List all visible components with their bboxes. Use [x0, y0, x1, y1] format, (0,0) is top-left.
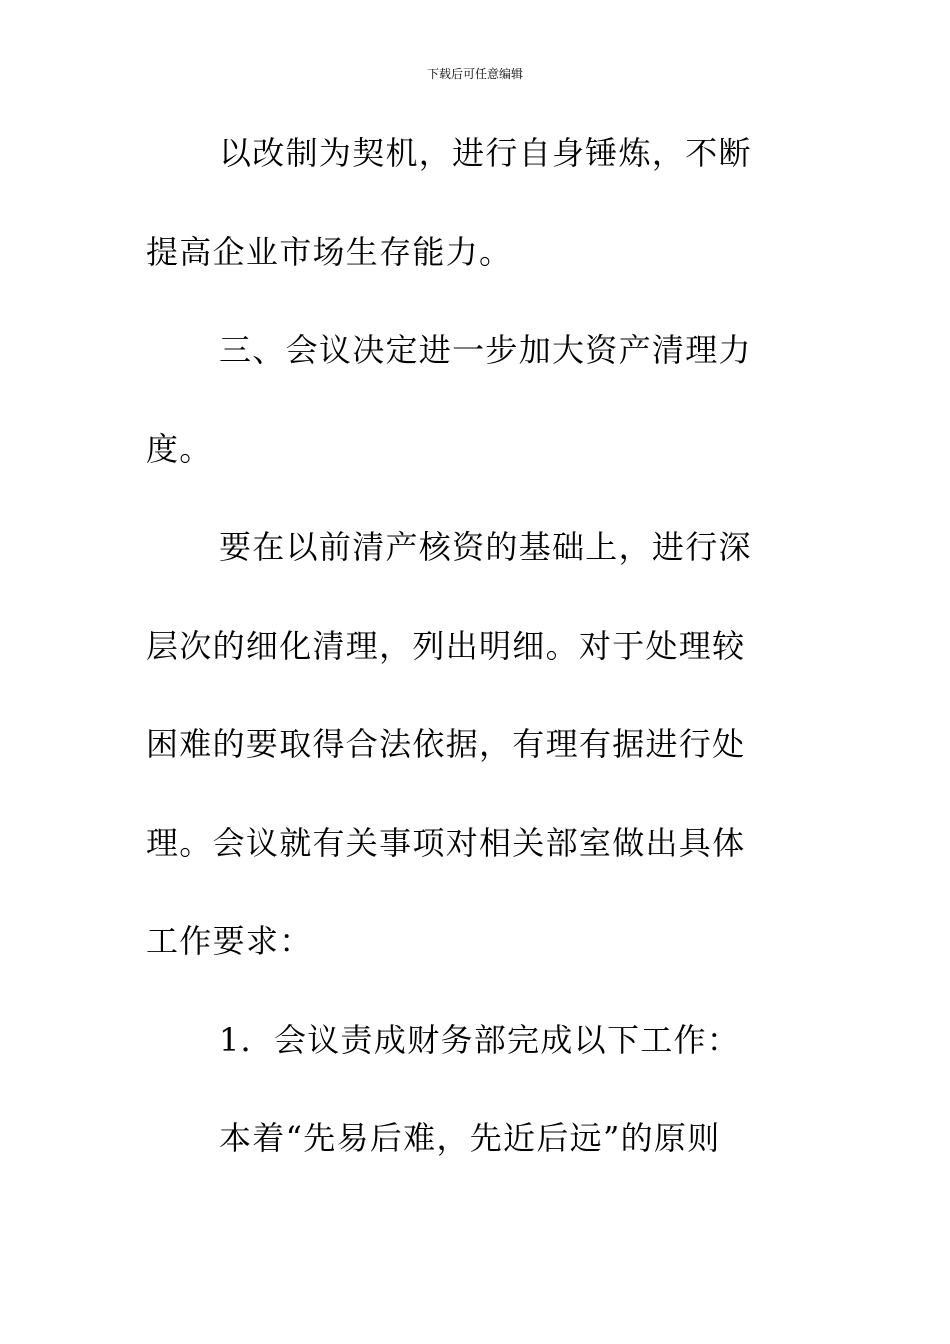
paragraph-line-5: 要在以前清产核资的基础上，进行深	[219, 528, 752, 566]
paragraph-line-9: 工作要求：	[146, 922, 313, 960]
paragraph-line-2: 提高企业市场生存能力。	[146, 232, 513, 271]
paragraph-line-6: 层次的细化清理，列出明细。对于处理较	[146, 626, 746, 665]
paragraph-line-1: 以改制为契机，进行自身锤炼，不断	[219, 134, 752, 172]
paragraph-line-11: 本着“先易后难，先近后远”的原则	[219, 1119, 721, 1157]
paragraph-line-8: 理。会议就有关事项对相关部室做出具体	[146, 823, 746, 862]
paragraph-line-10: 1．会议责成财务部完成以下工作：	[219, 1020, 741, 1059]
document-body	[146, 128, 806, 1212]
paragraph-line-7: 困难的要取得合法依据，有理有据进行处	[146, 725, 746, 763]
paragraph-line-4: 度。	[146, 429, 213, 468]
page-header: 下载后可任意编辑	[426, 67, 523, 81]
paragraph-line-3: 三、会议决定进一步加大资产清理力	[219, 331, 752, 369]
